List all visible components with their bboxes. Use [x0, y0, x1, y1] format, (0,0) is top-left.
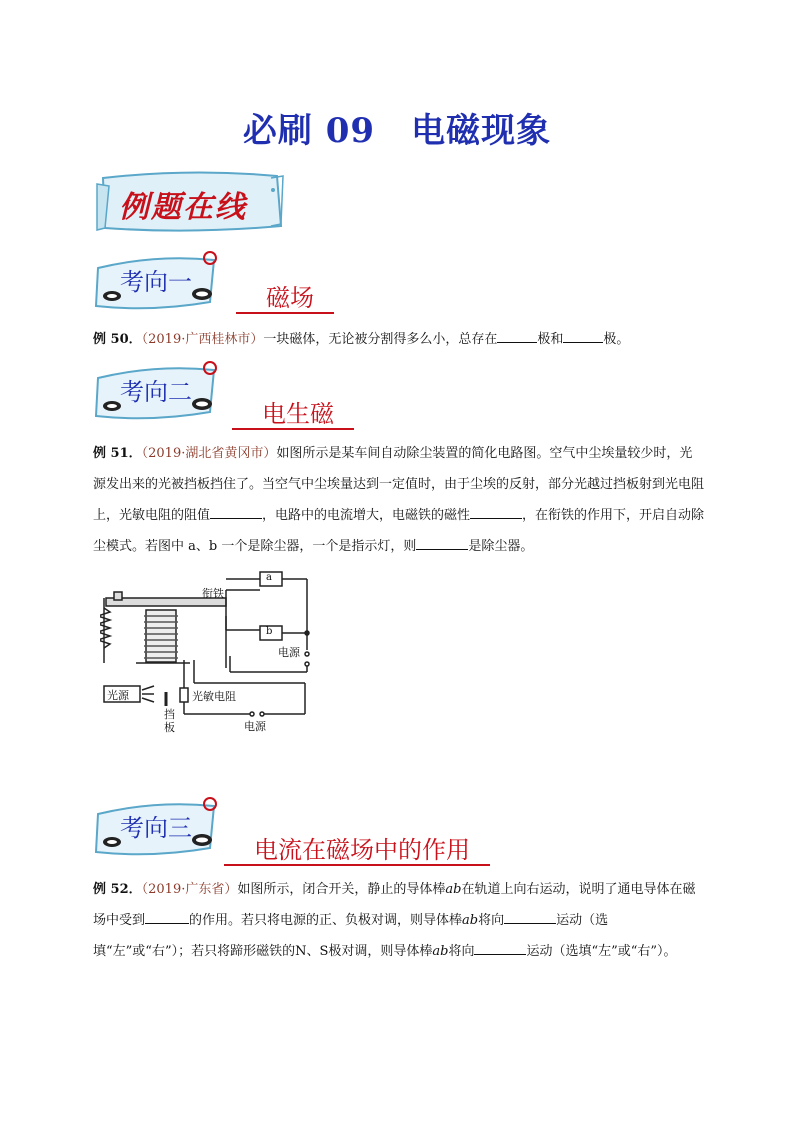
- question-text: 的作用。若只将电源的正、负极对调，则导体棒: [189, 913, 463, 928]
- answer-blank[interactable]: [474, 942, 526, 955]
- question-source: （2019·广东省）: [141, 882, 238, 897]
- question-text: ，在衔铁的作用下，开启自动除尘模式。若图中 a、b 一个是除尘器，一个是指示灯，则: [93, 508, 705, 554]
- light-source-label: 光源: [107, 689, 129, 702]
- answer-blank[interactable]: [416, 537, 468, 550]
- section-1-badge: [92, 250, 224, 322]
- section-3-badge: [92, 796, 224, 868]
- badge-text: 考向三: [120, 814, 192, 842]
- section-2-badge: [92, 360, 224, 432]
- section-1-heading: 磁场: [236, 284, 334, 314]
- section-3-heading: 电流在磁场中的作用: [224, 836, 490, 866]
- variable-ab: ab: [432, 944, 449, 959]
- question-number: 例 50．: [93, 332, 142, 347]
- load-a-label: a: [266, 572, 272, 583]
- photoresistor-label: 光敏电阻: [192, 690, 236, 703]
- answer-blank[interactable]: [470, 506, 522, 519]
- answer-blank[interactable]: [210, 506, 262, 519]
- question-number: 例 51．: [93, 446, 142, 461]
- question-text: 是除尘器。: [468, 539, 534, 554]
- title-topic: 电磁现象: [411, 111, 552, 151]
- page-title: [0, 103, 794, 152]
- section-2-heading: 电生磁: [232, 400, 354, 430]
- title-prefix: 必刷 09: [242, 111, 376, 151]
- badge-text: 考向二: [120, 378, 192, 406]
- question-50: [93, 324, 705, 355]
- load-b-label: b: [266, 626, 273, 637]
- question-52: [93, 874, 705, 967]
- question-text: 运动（选填“左”或“右”）。: [526, 944, 677, 959]
- answer-blank[interactable]: [563, 330, 603, 343]
- question-text: 极和: [537, 332, 564, 347]
- question-text: 极。: [603, 332, 630, 347]
- answer-blank[interactable]: [497, 330, 537, 343]
- armature-label: 衔铁: [202, 587, 224, 600]
- badge-text: 考向一: [120, 268, 192, 296]
- answer-blank[interactable]: [504, 911, 556, 924]
- question-text: 将向: [478, 913, 505, 928]
- example-banner: [95, 168, 285, 240]
- banner-text: 例题在线: [119, 190, 247, 225]
- power-top-label: 电源: [278, 646, 300, 659]
- variable-ab: ab: [445, 882, 462, 897]
- question-51: [93, 438, 705, 562]
- question-text: ，电路中的电流增大，电磁铁的磁性: [262, 508, 471, 523]
- question-source: （2019·湖北省黄冈市）: [141, 446, 277, 461]
- baffle-label: 挡板: [164, 708, 175, 734]
- question-text: 一块磁体，无论被分割得多么小，总存在: [263, 332, 498, 347]
- dust-removal-circuit-diagram: [100, 568, 330, 743]
- question-text: 将向: [448, 944, 475, 959]
- question-text: 如图所示，闭合开关，静止的导体棒: [237, 882, 446, 897]
- question-text: 在轨道上向右运动，说明了通电导体在磁场中受到: [93, 882, 696, 928]
- power-bottom-label: 电源: [244, 720, 266, 733]
- question-number: 例 52．: [93, 882, 142, 897]
- question-text: 运动（选填“左”或“右”）；若只将蹄形磁铁的N、S极对调，则导体棒: [93, 913, 609, 959]
- variable-ab: ab: [462, 913, 479, 928]
- answer-blank[interactable]: [145, 911, 189, 924]
- question-text: 如图所示是某车间自动除尘装置的简化电路图。空气中尘埃量较少时，光源发出来的光被挡板挡住了。当空气中尘埃量达到一定值时，由于尘埃的反射，部分光越过挡板射到光电阻上，光敏电阻的阻值: [93, 446, 705, 523]
- question-source: （2019·广西桂林市）: [141, 332, 264, 347]
